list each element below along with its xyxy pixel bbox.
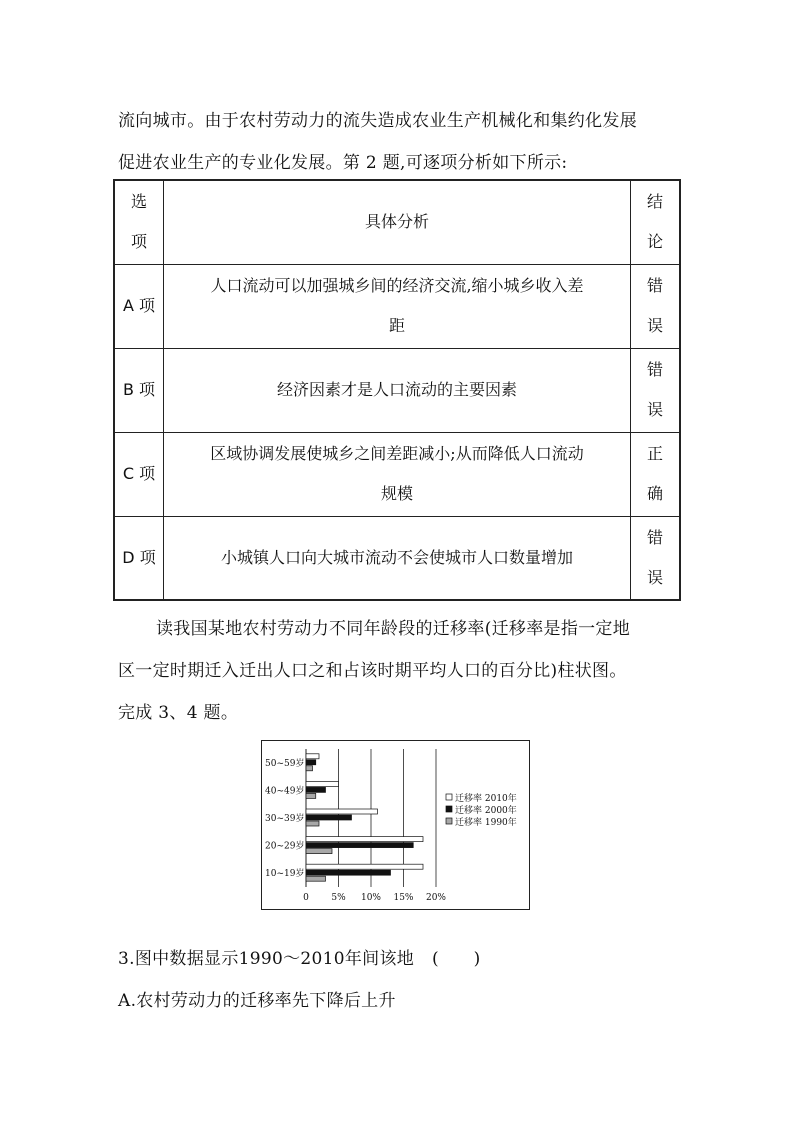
table-row: [114, 348, 680, 432]
legend-swatch: [446, 818, 452, 824]
x-tick-label: 0: [303, 893, 309, 903]
row-analysis: 小城镇人口向大城市流动不会使城市人口数量增加: [164, 516, 631, 600]
intro-line-2: 促进农业生产的专业化发展。第 2 题,可逐项分析如下所示:: [118, 153, 568, 173]
x-tick-label: 20%: [425, 893, 447, 903]
bar: [306, 864, 423, 869]
row-option: D 项: [114, 516, 164, 600]
row-option: A 项: [114, 264, 164, 348]
x-tick-label: 10%: [360, 893, 382, 903]
bar: [306, 760, 316, 765]
intro-line-1: 流向城市。由于农村劳动力的流失造成农业生产机械化和集约化发展: [118, 111, 637, 131]
answer-blank: ( ): [432, 949, 481, 969]
x-tick-label: 15%: [393, 893, 414, 903]
category-label: 20~29岁: [265, 841, 305, 852]
row-conclusion: 错 误: [631, 348, 681, 432]
row-analysis: 经济因素才是人口流动的主要因素: [164, 348, 631, 432]
passage-line-2: 区一定时期迁入迁出人口之和占该时期平均人口的百分比)柱状图。: [118, 661, 627, 681]
bar: [306, 870, 391, 875]
chart-canvas: [262, 741, 529, 909]
bar: [306, 781, 339, 786]
legend-swatch: [446, 794, 452, 800]
row-conclusion: 错 误: [631, 516, 681, 600]
table-row: [114, 432, 680, 516]
question-option-a: A.农村劳动力的迁移率先下降后上升: [118, 991, 396, 1011]
bar: [306, 787, 326, 792]
row-analysis: 区域协调发展使城乡之间差距减小;从而降低人口流动 规模: [164, 432, 631, 516]
question-stem: 3.图中数据显示1990～2010年间该地 ( ): [118, 949, 481, 969]
bar: [306, 837, 423, 842]
category-label: 30~39岁: [265, 814, 305, 824]
migration-rate-chart: [261, 740, 530, 910]
row-conclusion: 正 确: [631, 432, 681, 516]
row-option: C 项: [114, 432, 164, 516]
row-option: B 项: [114, 348, 164, 432]
analysis-table: [113, 179, 681, 601]
bar: [306, 809, 378, 814]
category-label: 50~59岁: [265, 758, 305, 769]
legend-label: 迁移率 1990年: [455, 818, 517, 828]
bar: [306, 766, 313, 771]
bar: [306, 793, 316, 798]
bar: [306, 821, 319, 826]
bar: [306, 754, 319, 759]
passage-line-1: 读我国某地农村劳动力不同年龄段的迁移率(迁移率是指一定地: [156, 619, 631, 639]
bar: [306, 815, 352, 820]
legend-label: 迁移率 2000年: [455, 806, 517, 816]
header-option: 选 项: [114, 180, 164, 264]
legend-label: 迁移率 2010年: [455, 794, 517, 804]
row-analysis: 人口流动可以加强城乡间的经济交流,缩小城乡收入差 距: [164, 264, 631, 348]
bar: [306, 843, 413, 848]
bar: [306, 849, 332, 854]
x-tick-label: 5%: [331, 893, 346, 903]
header-conclusion: 结 论: [631, 180, 681, 264]
bar: [306, 876, 326, 881]
category-label: 10~19岁: [265, 869, 305, 880]
passage-line-3: 完成 3、4 题。: [118, 703, 239, 723]
category-label: 40~49岁: [265, 786, 305, 797]
table-row: [114, 264, 680, 348]
header-analysis: 具体分析: [164, 180, 631, 264]
table-row: [114, 516, 680, 600]
legend-swatch: [446, 806, 452, 812]
table-header-row: [114, 180, 680, 264]
row-conclusion: 错 误: [631, 264, 681, 348]
